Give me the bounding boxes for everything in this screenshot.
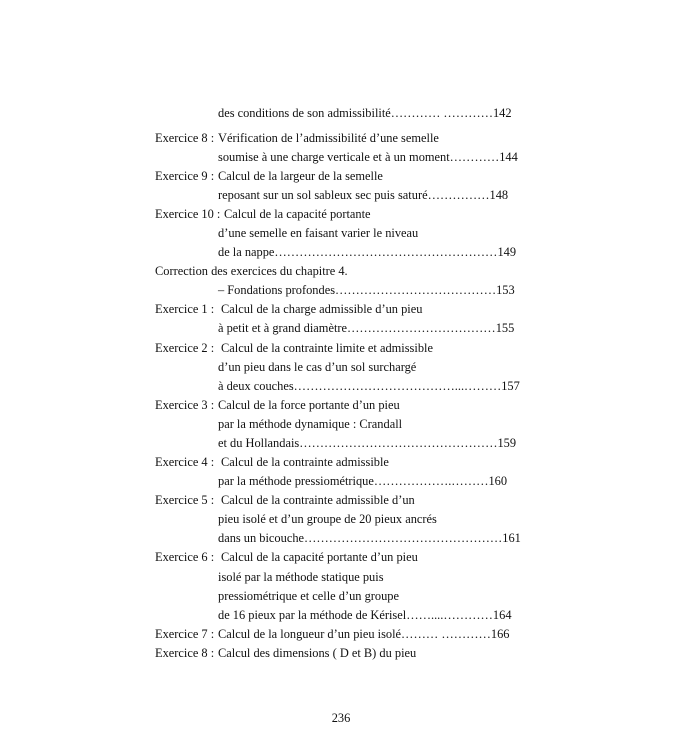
toc-entry-text: d’un pieu dans le cas d’un sol surchargé <box>218 360 417 374</box>
toc-line <box>0 148 682 167</box>
toc-line <box>0 415 682 434</box>
toc-entry-text: et du Hollandais…………………………………………159 <box>218 436 517 450</box>
toc-line <box>0 319 682 338</box>
toc-entry-text: Calcul de la largeur de la semelle <box>218 169 383 183</box>
toc-entry-text: de la nappe………………………………………………149 <box>218 245 517 259</box>
toc-exercise-label: Exercice 6 : <box>155 550 215 564</box>
toc-line <box>0 396 682 415</box>
toc-line <box>0 262 682 281</box>
toc-entry-text: Calcul de la contrainte limite et admissible <box>221 341 433 355</box>
page-number: 236 <box>331 711 351 725</box>
toc-line <box>0 186 682 205</box>
toc-line <box>0 167 682 186</box>
toc-entry-text: pressiométrique et celle d’un groupe <box>218 589 399 603</box>
toc-line <box>0 472 682 491</box>
toc-entry-text: de 16 pieux par la méthode de Kérisel……....…………164 <box>218 608 512 622</box>
toc-entry-text: pieu isolé et d’un groupe de 20 pieux ancrés <box>218 512 437 526</box>
toc-exercise-label: Exercice 4 : <box>155 455 215 469</box>
toc-entry-text: Calcul de la capacité portante d’un pieu <box>221 550 418 564</box>
toc-entry-text: à deux couches…………………………………...………157 <box>218 379 520 393</box>
toc-line <box>0 510 682 529</box>
toc-line <box>0 434 682 453</box>
toc-line <box>0 587 682 606</box>
toc-exercise-label: Exercice 10 : <box>155 207 221 221</box>
toc-entry-text: par la méthode dynamique : Crandall <box>218 417 403 431</box>
toc-entry-text: des conditions de son admissibilité………… …………142 <box>218 106 512 120</box>
toc-exercise-label: Exercice 8 : <box>155 131 215 145</box>
toc-entry-text: d’une semelle en faisant varier le niveau <box>218 226 419 240</box>
toc-entry-text: dans un bicouche…………………………………………161 <box>218 531 521 545</box>
toc-entry-text: isolé par la méthode statique puis <box>218 570 384 584</box>
toc-line <box>0 300 682 319</box>
toc-line <box>0 548 682 567</box>
toc-exercise-label: Exercice 7 : <box>155 627 215 641</box>
toc-line <box>0 358 682 377</box>
toc-entry-text: Calcul de la contrainte admissible <box>221 455 389 469</box>
toc-entry-text: soumise à une charge verticale et à un moment…………144 <box>218 150 518 164</box>
toc-line <box>0 243 682 262</box>
toc-line <box>0 568 682 587</box>
toc-exercise-label: Exercice 5 : <box>155 493 215 507</box>
toc-line <box>0 529 682 548</box>
toc-line <box>0 491 682 510</box>
toc-exercise-label: Exercice 8 : <box>155 646 215 660</box>
toc-entry-text: reposant sur un sol sableux sec puis saturé……………148 <box>218 188 509 202</box>
toc-entry-text: Calcul de la longueur d’un pieu isolé……… …………166 <box>218 627 510 641</box>
toc-entry-text: Calcul des dimensions ( D et B) du pieu <box>218 646 417 660</box>
toc-chapter-heading: Correction des exercices du chapitre 4. <box>155 264 348 278</box>
toc-line <box>0 224 682 243</box>
toc-line <box>0 453 682 472</box>
toc-line <box>0 129 682 148</box>
toc-exercise-label: Exercice 9 : <box>155 169 215 183</box>
toc-line <box>0 339 682 358</box>
toc-exercise-label: Exercice 3 : <box>155 398 215 412</box>
toc-line <box>0 625 682 644</box>
toc-line <box>0 606 682 625</box>
toc-line <box>0 644 682 663</box>
toc-line <box>0 205 682 224</box>
toc-entry-text: à petit et à grand diamètre………………………………155 <box>218 321 515 335</box>
toc-entry-text: Calcul de la force portante d’un pieu <box>218 398 400 412</box>
toc-line <box>0 281 682 300</box>
toc-exercise-label: Exercice 1 : <box>155 302 215 316</box>
toc-entry-text: Vérification de l’admissibilité d’une semelle <box>218 131 439 145</box>
toc-entry-text: par la méthode pressiométrique……………….………160 <box>218 474 508 488</box>
toc-entry-text: Calcul de la contrainte admissible d’un <box>221 493 415 507</box>
toc-entry-text: – Fondations profondes…………………………………153 <box>218 283 515 297</box>
toc-exercise-label: Exercice 2 : <box>155 341 215 355</box>
toc-entry-text: Calcul de la charge admissible d’un pieu <box>221 302 423 316</box>
toc-line <box>0 377 682 396</box>
toc-entry-text: Calcul de la capacité portante <box>224 207 371 221</box>
